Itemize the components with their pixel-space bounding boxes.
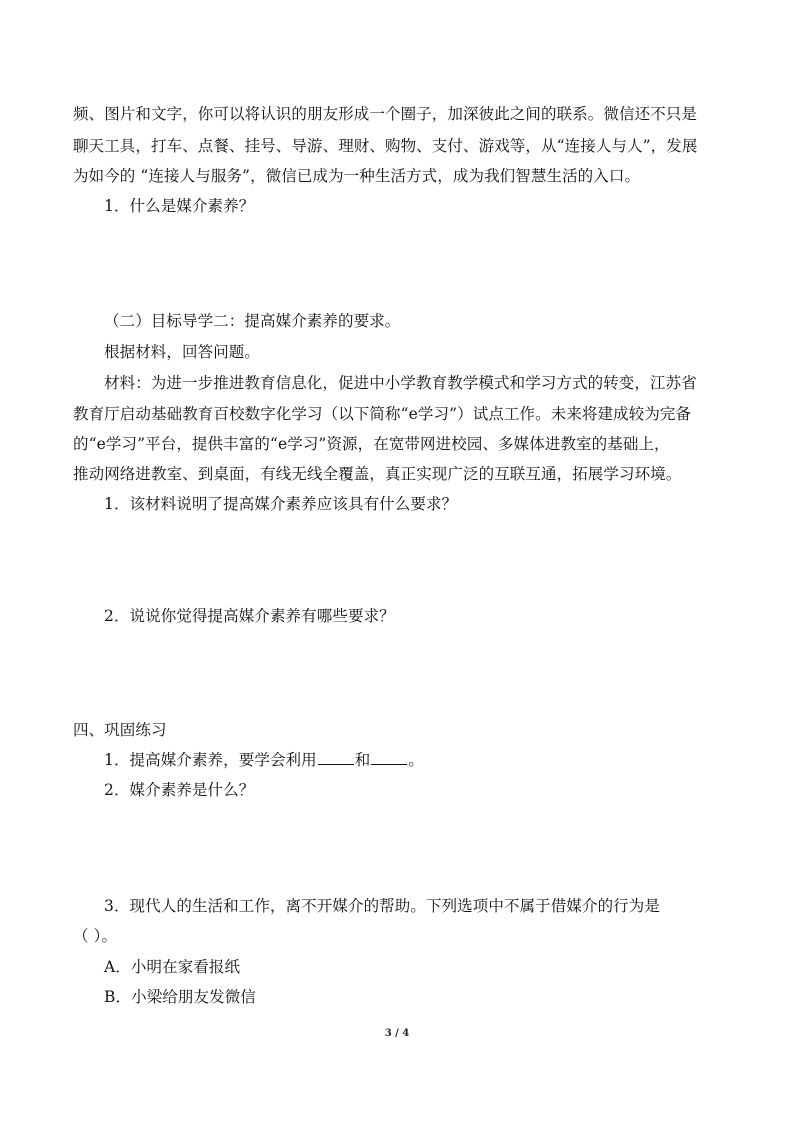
exercise-question-1 bbox=[104, 750, 424, 770]
option-a: A．小明在家看报纸 bbox=[104, 958, 241, 976]
material-line-1: 材料：为进一步推进教育信息化，促进中小学教育教学模式和学习方式的转变，江苏省 bbox=[104, 374, 697, 392]
exercise-question-3-line-1: 3．现代人的生活和工作，离不开媒介的帮助。下列选项中不属于借媒介的行为是 bbox=[104, 897, 660, 915]
option-b: B．小梁给朋友发微信 bbox=[104, 988, 256, 1006]
exercise-q1-text: 1．提高媒介素养，要学会利用 bbox=[104, 751, 317, 769]
intro-line-3: 为如今的 “连接人与服务”，微信已成为一种生活方式，成为我们智慧生活的入口。 bbox=[73, 167, 641, 185]
material-line-4: 推动网络进教室、到桌面，有线无线全覆盖，真正实现广泛的互联互通，拓展学习环境。 bbox=[73, 465, 682, 483]
section2-question-2: 2．说说你觉得提高媒介素养有哪些要求？ bbox=[104, 607, 395, 625]
exercise-question-3-line-2: （ ）。 bbox=[73, 927, 118, 945]
intro-question-1: 1．什么是媒介素养？ bbox=[104, 197, 255, 215]
page-number: 3 / 4 bbox=[384, 1028, 410, 1039]
section2-heading: （二）目标导学二：提高媒介素养的要求。 bbox=[104, 312, 401, 330]
section4-heading: 四、巩固练习 bbox=[73, 721, 167, 739]
answer-blank-2[interactable] bbox=[371, 750, 407, 765]
intro-line-2: 聊天工具，打车、点餐、挂号、导游、理财、购物、支付、游戏等，从“连接人与人”，发展 bbox=[73, 137, 698, 155]
section2-instruction: 根据材料，回答问题。 bbox=[104, 343, 261, 361]
exercise-question-2: 2．媒介素养是什么？ bbox=[104, 781, 255, 799]
section2-question-1: 1．该材料说明了提高媒介素养应该具有什么要求？ bbox=[104, 495, 458, 513]
answer-blank-1[interactable] bbox=[318, 750, 354, 765]
material-line-3: 的“e学习”平台，提供丰富的“e学习”资源，在宽带网进校园、多媒体进教室的基础上， bbox=[73, 435, 670, 453]
intro-line-1: 频、图片和文字，你可以将认识的朋友形成一个圈子，加深彼此之间的联系。微信还不只是 bbox=[73, 105, 698, 123]
exercise-q1-end: 。 bbox=[408, 751, 424, 769]
material-line-2: 教育厅启动基础教育百校数字化学习（以下简称“e学习”）试点工作。未来将建成较为完备 bbox=[73, 405, 692, 423]
exercise-q1-and: 和 bbox=[354, 751, 371, 769]
